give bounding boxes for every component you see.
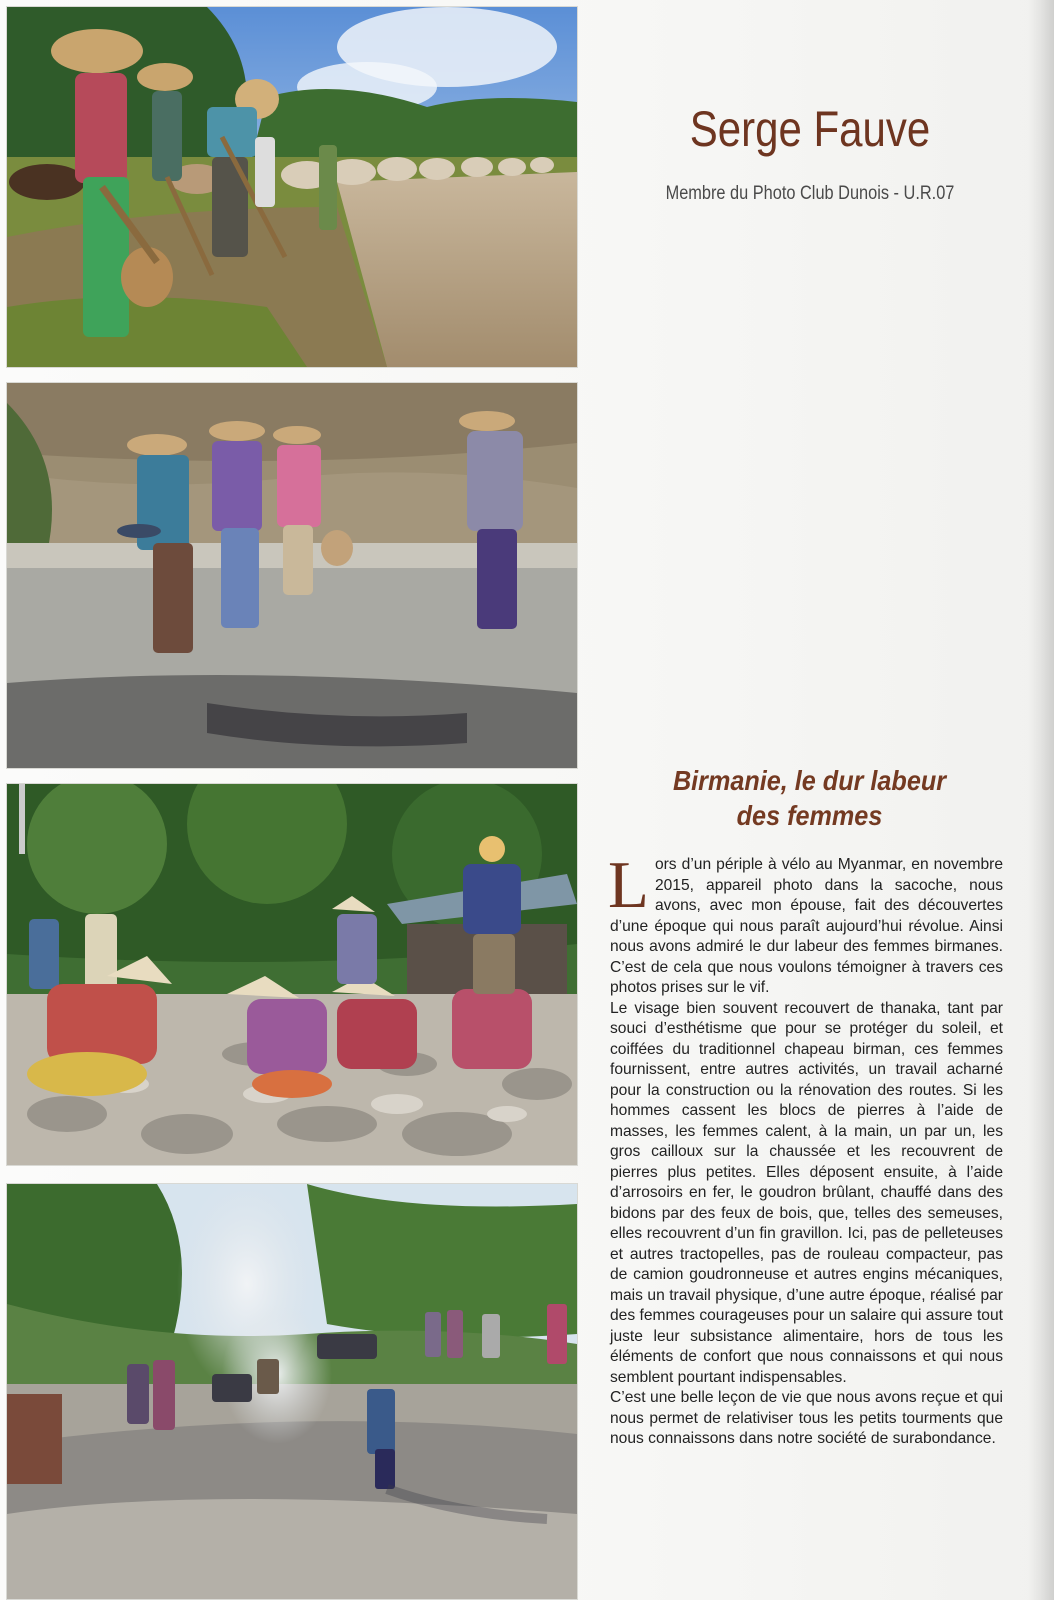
photo-tar-smoke-road xyxy=(6,1183,578,1600)
article-title xyxy=(632,763,988,833)
author-club: Membre du Photo Club Dunois - U.R.07 xyxy=(665,183,955,204)
page-edge-shadow xyxy=(1028,0,1054,1600)
article-title-line1: Birmanie, le dur labeur xyxy=(672,765,947,796)
photo-women-spreading-gravel xyxy=(6,382,578,769)
article-paragraph-3: C’est une belle leçon de vie que nous avons reçue et qui nous permet de relativiser tous les petits tourments que nous connaissons dans notre société de surabondance. xyxy=(610,1389,1003,1447)
article-paragraph-1 xyxy=(608,848,1003,999)
photo-road-work-cattle xyxy=(6,6,578,368)
photo-women-placing-stones xyxy=(6,783,578,1166)
drop-cap: L xyxy=(608,848,649,922)
article-title-line2: des femmes xyxy=(736,800,883,831)
article-paragraph-1-text: ors d’un périple à vélo au Myanmar, en novembre 2015, appareil photo dans la sacoche, nous avons, avec mon épouse, fait des découvertes d’une époque qui nous paraît aujourd’hui révolue. Ainsi nous avons admiré le dur labeur des femmes birmanes. C’est de cela que nous voulons témoigner à travers ces photos prises sur le vif. xyxy=(610,856,1003,996)
author-name: Serge Fauve xyxy=(689,101,931,157)
article-body xyxy=(608,848,1003,1450)
article-paragraph-2: Le visage bien souvent recouvert de thanaka, tant par souci d’esthétisme que pour se protéger du soleil, et coiffées du traditionnel chapeau birman, ces femmes fournissent, entre autres activités, un travail acharné pour la construction ou la rénovation des routes. Si les hommes cassent les blocs de pierres à l’aide de masses, les femmes calent, à la main, un par un, les gros cailloux sur la chaussée et les recouvrent de pierres plus petites. Elles déposent ensuite, à l’aide d’arrosoirs en fer, le goudron brûlant, chauffé dans des bidons par des feux de bois, que, telles des semeuses, elles recouvrent d’un fin gravillon. Ici, pas de pelleteuses et autres tractopelles, pas de rouleau compacteur, pas de camion goudronneuse et autres engins mécaniques, mais un travail physique, d’une autre époque, réalisé par des femmes courageuses pour un salaire qui assure tout juste leur subsistance alimentaire, hors de tous les éléments de confort que nous connaissons et qui nous semblent pourtant indispensables. xyxy=(610,999,1003,1386)
